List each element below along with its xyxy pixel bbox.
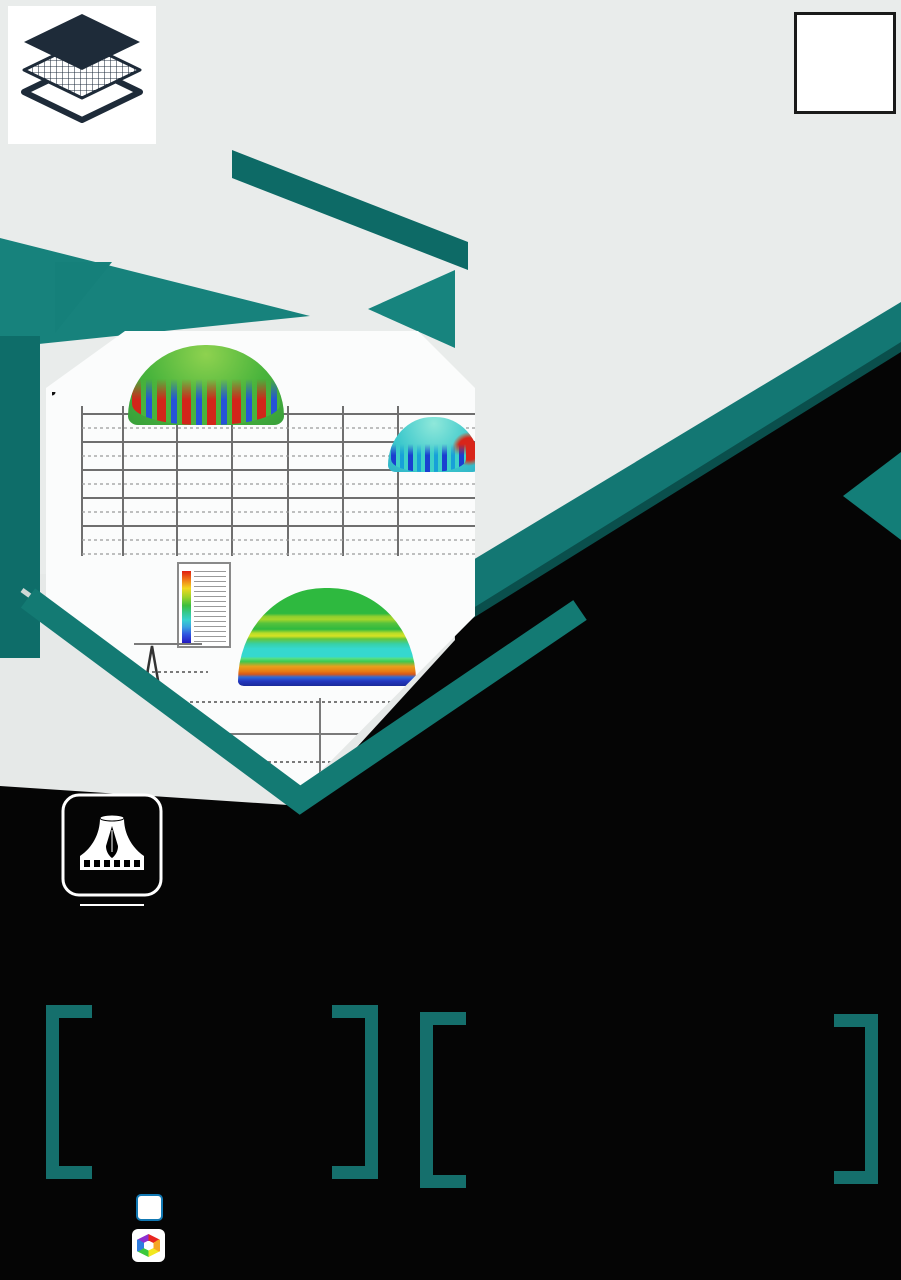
society-logo: [60, 792, 164, 912]
tower-rim: [100, 815, 124, 821]
csml-logo-graphic: [8, 6, 156, 144]
linkedin-icon: [136, 1194, 163, 1221]
colorful-hexagon-icon: [132, 1229, 165, 1262]
bracket-right-schedule: [332, 1005, 378, 1179]
bracket-left-schedule: [46, 1005, 92, 1179]
sbu-logo: [794, 12, 896, 114]
social-handle-link[interactable]: [132, 1229, 176, 1262]
bracket-left-certificate: [420, 1012, 466, 1188]
society-logo-graphic: [60, 792, 164, 912]
linkedin-link[interactable]: [136, 1194, 174, 1221]
border-chevron: [28, 598, 580, 800]
society-underline: [80, 904, 144, 906]
bracket-right-certificate: [834, 1014, 878, 1184]
csml-logo: [8, 6, 156, 144]
